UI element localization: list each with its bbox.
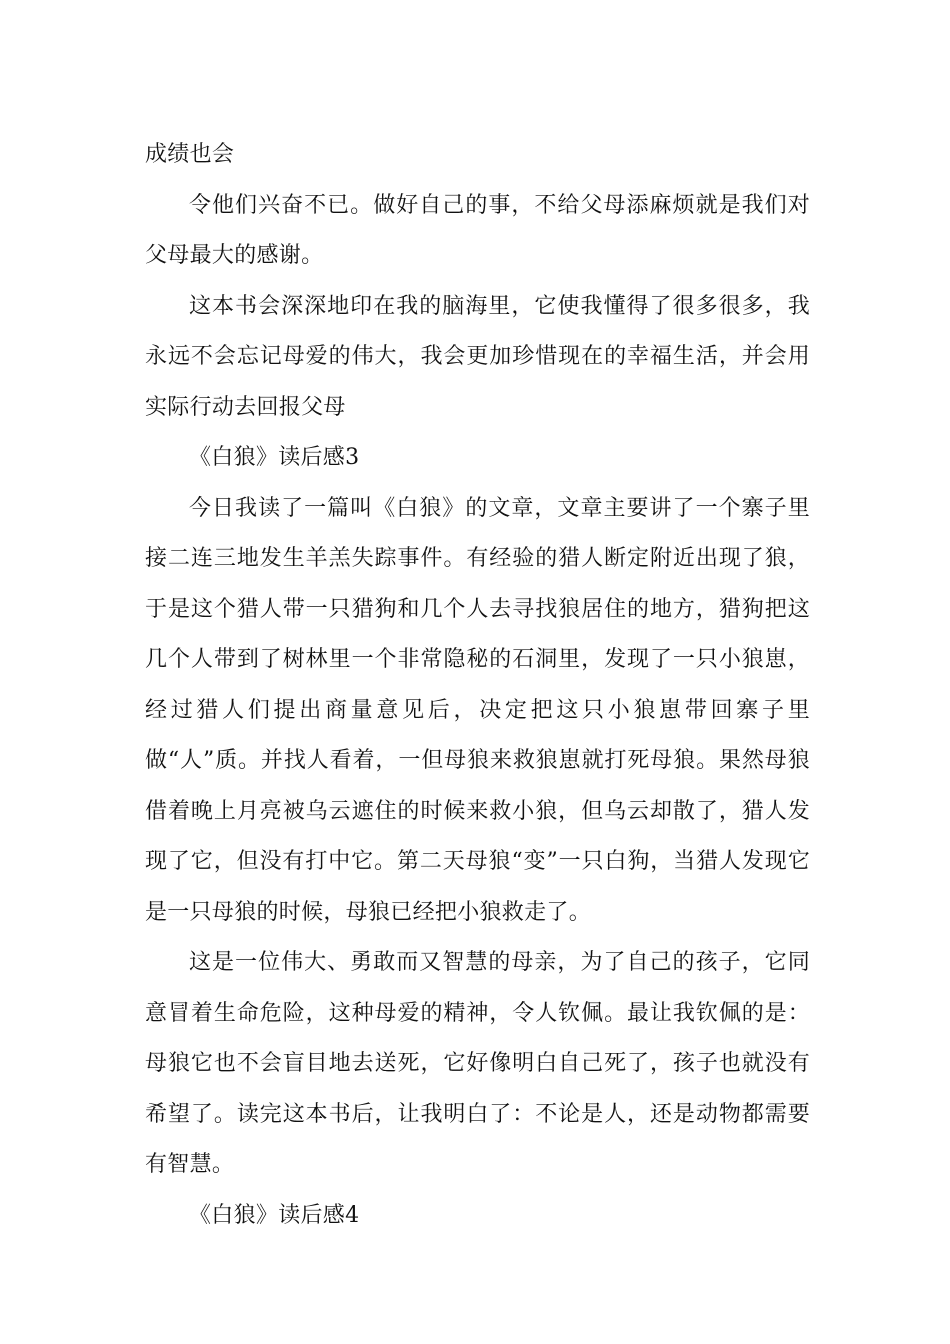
section-heading-4: 《白狼》读后感4 [189, 1202, 360, 1228]
document-body [145, 130, 810, 1241]
paragraph-5: 这是一位伟大、勇敢而又智慧的母亲，为了自己的孩子，它同意冒着生命危险，这种母爱的精神，令人钦佩。最让我钦佩的是：母狼它也不会盲目地去送死，它好像明白自己死了，孩子也就没有希望了。读完这本书后，让我明白了：不论是人，还是动物都需要有智慧。 [145, 950, 810, 1177]
paragraph-2: 令他们兴奋不已。做好自己的事，不给父母添麻烦就是我们对父母最大的感谢。 [145, 192, 810, 268]
paragraph-4: 今日我读了一篇叫《白狼》的文章，文章主要讲了一个寨子里接二连三地发生羊羔失踪事件。有经验的猎人断定附近出现了狼，于是这个猎人带一只猎狗和几个人去寻找狼居住的地方，猎狗把这几个人带到了树林里一个非常隐秘的石洞里，发现了一只小狼崽，经过猎人们提出商量意见后，决定把这只小狼崽带回寨子里做“人”质。并找人看着，一但母狼来救狼崽就打死母狼。果然母狼借着晚上月亮被乌云遮住的时候来救小狼，但乌云却散了，猎人发现了它，但没有打中它。第二天母狼“变”一只白狗，当猎人发现它是一只母狼的时候，母狼已经把小狼救走了。 [145, 495, 810, 925]
section-heading-3: 《白狼》读后感3 [189, 445, 360, 470]
paragraph-1: 成绩也会 [145, 142, 235, 167]
paragraph-3: 这本书会深深地印在我的脑海里，它使我懂得了很多很多，我永远不会忘记母爱的伟大，我会更加珍惜现在的幸福生活，并会用实际行动去回报父母 [145, 293, 810, 420]
